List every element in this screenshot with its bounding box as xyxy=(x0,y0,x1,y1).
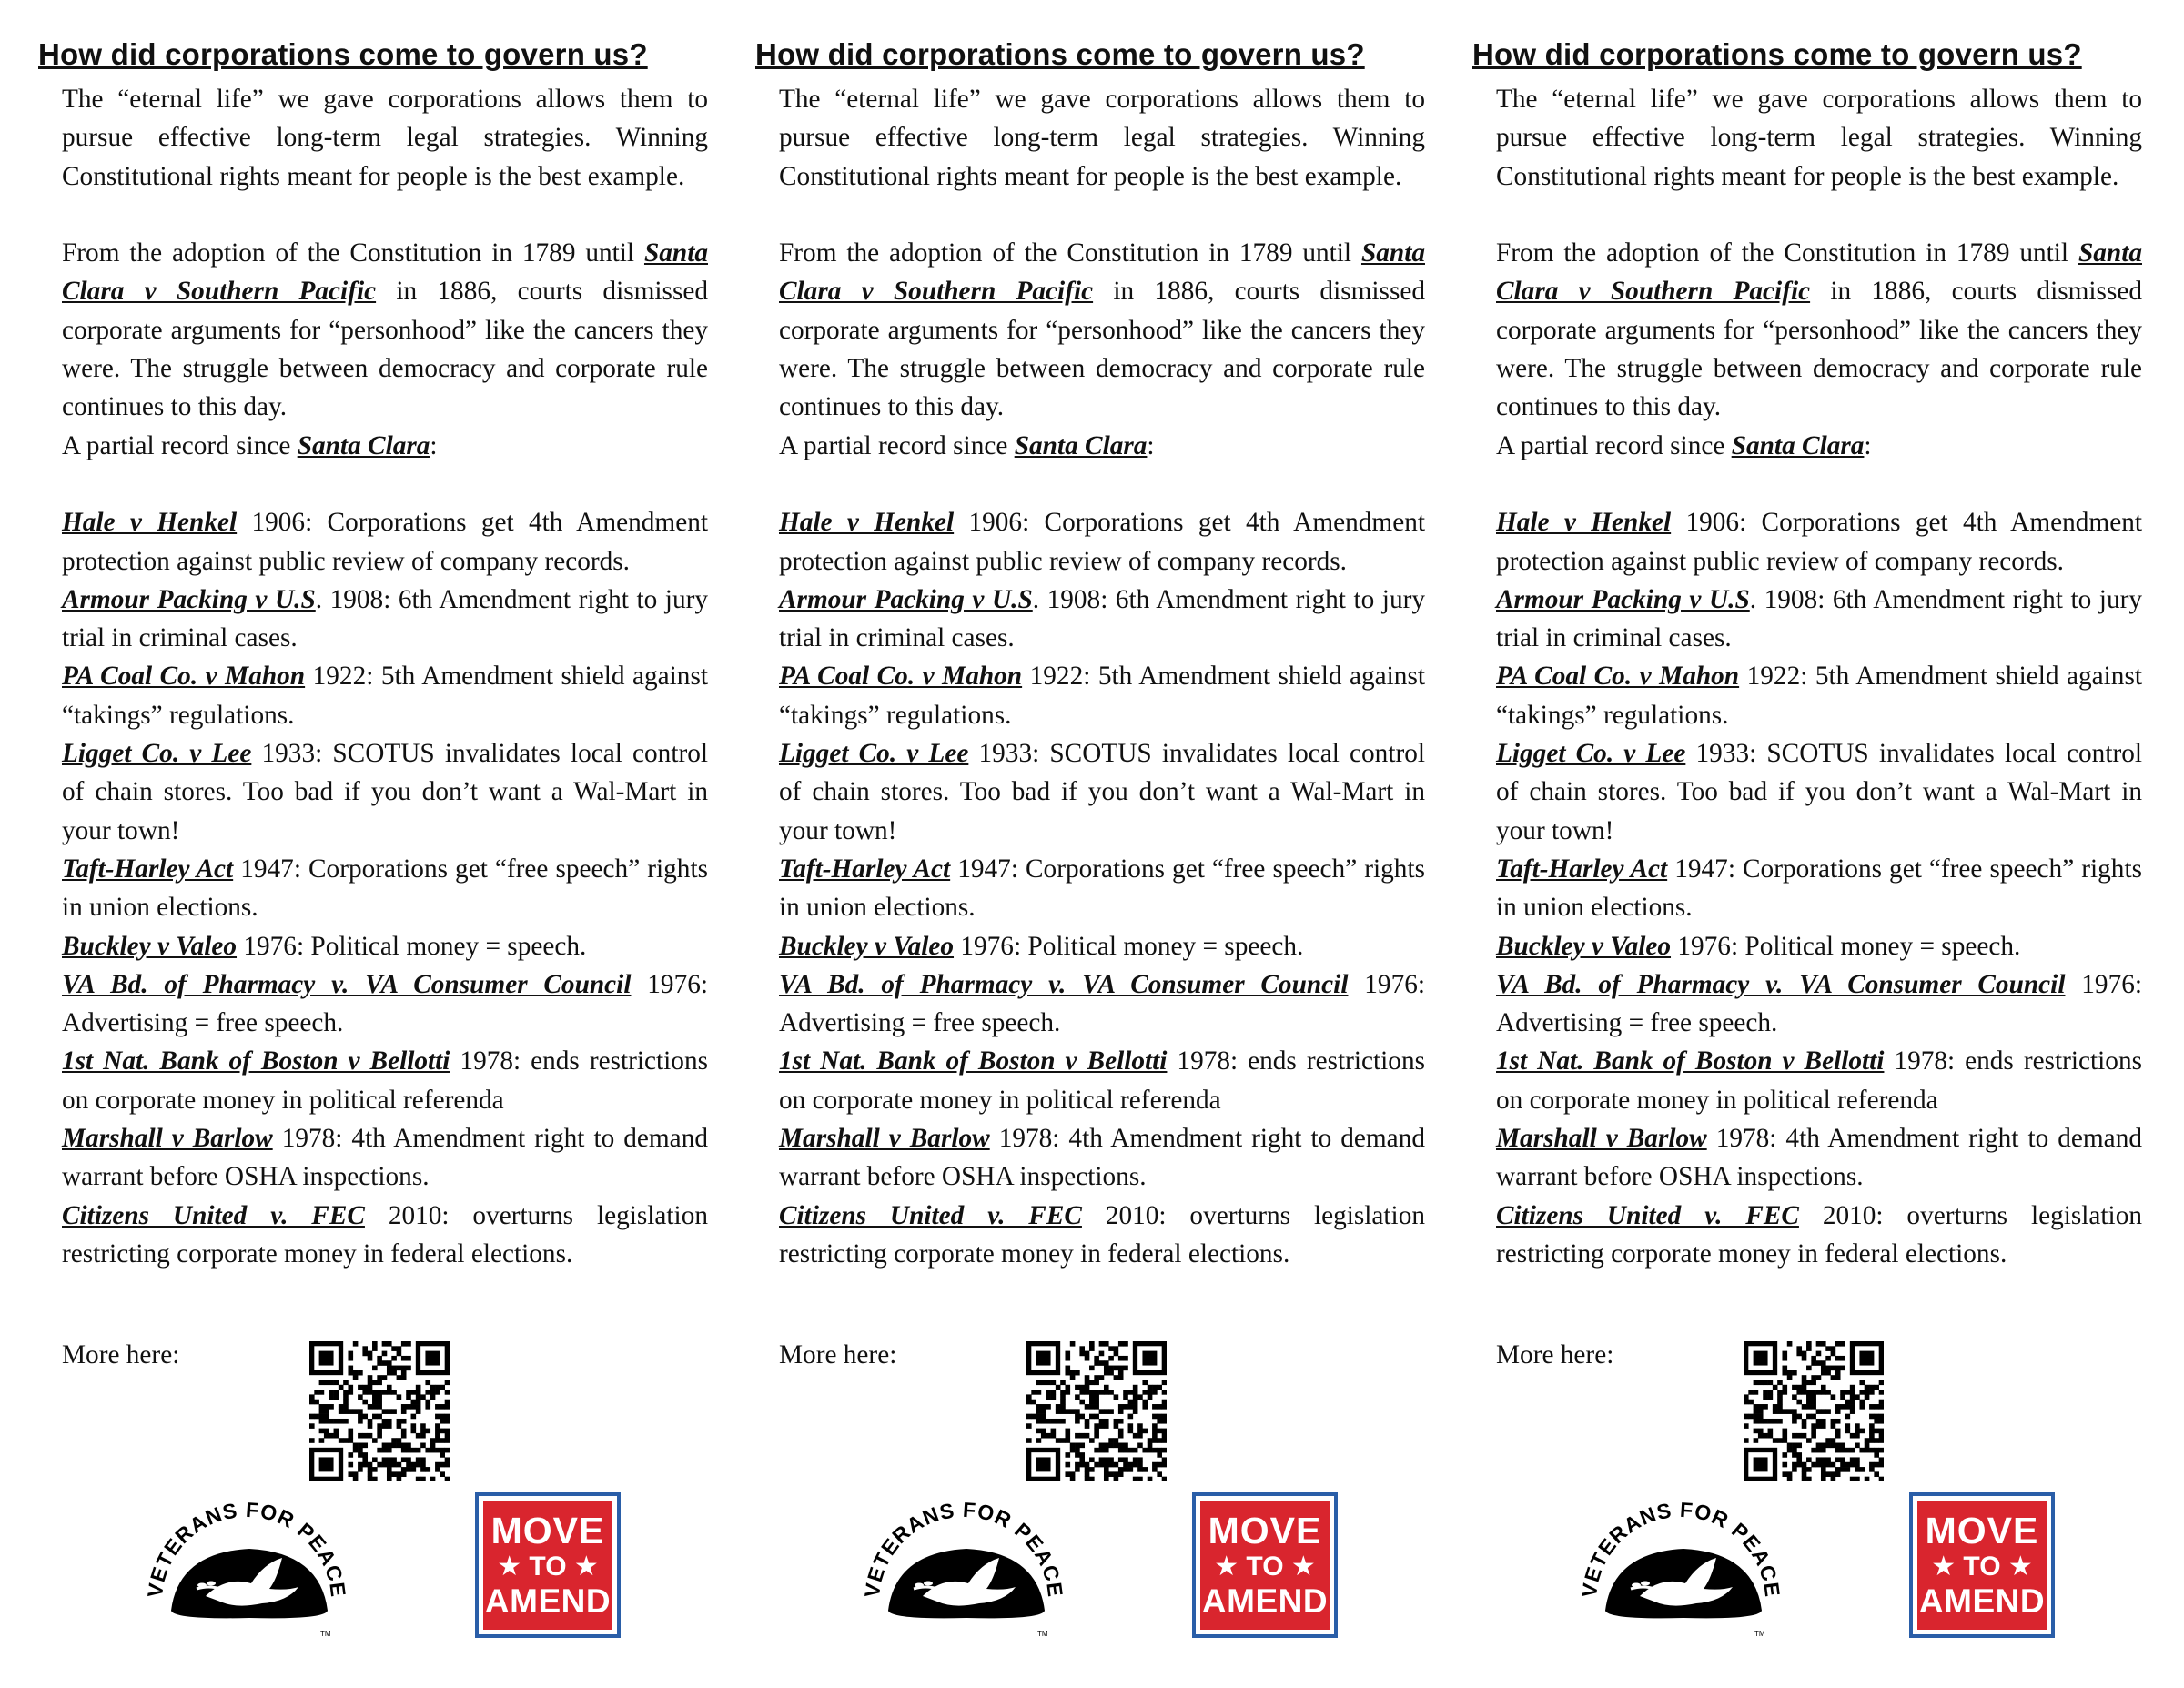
case-name: Taft-Harley Act xyxy=(1496,854,1668,884)
case-list xyxy=(62,503,708,1273)
case-name: Santa Clara v Southern Pacific xyxy=(779,238,1425,307)
flyer-body xyxy=(779,80,1425,1640)
case-name: Ligget Co. v Lee xyxy=(62,739,252,769)
case-list xyxy=(1496,503,2142,1273)
case-entry: Ligget Co. v Lee 1933: SCOTUS invalidates local control of chain stores. Too bad if you don’t want a Wal-Mart in your town! xyxy=(779,739,1425,845)
case-name: VA Bd. of Pharmacy v. VA Consumer Council xyxy=(62,969,632,999)
case-entry: Taft-Harley Act 1947: Corporations get “free speech” rights in union elections. xyxy=(1496,854,2142,923)
case-entry: Armour Packing v U.S. 1908: 6th Amendment right to jury trial in criminal cases. xyxy=(62,584,708,653)
case-entry: Hale v Henkel 1906: Corporations get 4th Amendment protection against public review of company records. xyxy=(1496,508,2142,576)
case-name: Armour Packing v U.S xyxy=(1496,584,1750,614)
case-name: Buckley v Valeo xyxy=(62,931,238,961)
qr-code-icon[interactable] xyxy=(1026,1341,1167,1481)
case-entry: Buckley v Valeo 1976: Political money = speech. xyxy=(62,931,587,961)
move-to-amend-logo: MOVE ★ TO ★ AMEND xyxy=(1909,1492,2055,1638)
case-name: VA Bd. of Pharmacy v. VA Consumer Council xyxy=(779,969,1349,999)
case-name: Citizens United v. FEC xyxy=(779,1200,1082,1230)
case-entry: PA Coal Co. v Mahon 1922: 5th Amendment shield against “takings” regulations. xyxy=(1496,662,2143,730)
case-entry: 1st Nat. Bank of Boston v Bellotti 1978: ends restrictions on corporate money in political referenda xyxy=(779,1046,1425,1115)
case-name: 1st Nat. Bank of Boston v Bellotti xyxy=(779,1046,1168,1076)
case-name: Hale v Henkel xyxy=(779,508,955,538)
case-name: Ligget Co. v Lee xyxy=(779,739,969,769)
case-name: 1st Nat. Bank of Boston v Bellotti xyxy=(1496,1046,1885,1076)
case-name: Armour Packing v U.S xyxy=(779,584,1033,614)
more-info-section xyxy=(62,1312,708,1640)
case-name: Santa Clara xyxy=(297,430,430,460)
flyer-body xyxy=(1496,80,2142,1640)
case-entry: Citizens United v. FEC 2010: overturns legislation restricting corporate money in federal elections. xyxy=(1496,1200,2142,1269)
case-list xyxy=(779,503,1425,1273)
case-entry: Armour Packing v U.S. 1908: 6th Amendment right to jury trial in criminal cases. xyxy=(779,584,1425,653)
flyer-heading: How did corporations come to govern us? xyxy=(755,37,1365,71)
case-entry: PA Coal Co. v Mahon 1922: 5th Amendment shield against “takings” regulations. xyxy=(779,662,1426,730)
more-here-label: More here: xyxy=(1496,1339,1614,1370)
veterans-for-peace-logo xyxy=(1576,1494,1785,1649)
case-name: Buckley v Valeo xyxy=(1496,931,1672,961)
case-name: PA Coal Co. v Mahon xyxy=(62,662,306,692)
flyer-heading: How did corporations come to govern us? xyxy=(38,37,648,71)
case-name: Marshall v Barlow xyxy=(62,1124,273,1154)
partial-record-line: A partial record since Santa Clara: xyxy=(62,430,438,460)
case-name: Santa Clara v Southern Pacific xyxy=(1496,238,2142,307)
case-entry: Buckley v Valeo 1976: Political money = speech. xyxy=(1496,931,2021,961)
case-entry: VA Bd. of Pharmacy v. VA Consumer Council 1976: Advertising = free speech. xyxy=(62,969,709,1038)
vfp-arc-text: VETERANS FOR PEACE xyxy=(859,1497,1068,1599)
veterans-for-peace-logo xyxy=(859,1494,1068,1649)
flyer-panel xyxy=(38,36,712,1640)
intro-paragraph: The “eternal life” we gave corporations allows them to pursue effective long-term legal strategies. Winning Constitutional rights meant for people is the best example. xyxy=(62,85,708,191)
more-here-label: More here: xyxy=(62,1339,180,1370)
move-to-amend-logo: MOVE ★ TO ★ AMEND xyxy=(1192,1492,1338,1638)
qr-code-icon[interactable] xyxy=(1744,1341,1884,1481)
case-entry: Buckley v Valeo 1976: Political money = speech. xyxy=(779,931,1304,961)
case-entry: Citizens United v. FEC 2010: overturns legislation restricting corporate money in federal elections. xyxy=(62,1200,708,1269)
case-entry: Hale v Henkel 1906: Corporations get 4th Amendment protection against public review of company records. xyxy=(779,508,1425,576)
qr-code-icon[interactable] xyxy=(309,1341,450,1481)
case-name: Hale v Henkel xyxy=(1496,508,1672,538)
case-entry: Ligget Co. v Lee 1933: SCOTUS invalidates local control of chain stores. Too bad if you don’t want a Wal-Mart in your town! xyxy=(62,739,708,845)
case-entry: Marshall v Barlow 1978: 4th Amendment right to demand warrant before OSHA inspections. xyxy=(62,1124,708,1192)
case-name: Santa Clara v Southern Pacific xyxy=(62,238,708,307)
case-name: Taft-Harley Act xyxy=(779,854,951,884)
case-entry: Ligget Co. v Lee 1933: SCOTUS invalidates local control of chain stores. Too bad if you don’t want a Wal-Mart in your town! xyxy=(1496,739,2142,845)
case-entry: 1st Nat. Bank of Boston v Bellotti 1978: ends restrictions on corporate money in political referenda xyxy=(62,1046,708,1115)
case-name: Buckley v Valeo xyxy=(779,931,955,961)
svg-text:TM: TM xyxy=(320,1629,331,1638)
intro-paragraph: The “eternal life” we gave corporations allows them to pursue effective long-term legal strategies. Winning Constitutional rights meant for people is the best example. xyxy=(1496,85,2142,191)
case-entry: PA Coal Co. v Mahon 1922: 5th Amendment shield against “takings” regulations. xyxy=(62,662,709,730)
history-paragraph: From the adoption of the Constitution in 1789 until Santa Clara v Southern Pacific in 1886, courts dismissed corporate arguments for “personhood” like the cancers they were. The struggle between democracy and corporate rule continues to this day. xyxy=(62,238,708,422)
case-name: Citizens United v. FEC xyxy=(62,1200,365,1230)
case-name: Armour Packing v U.S xyxy=(62,584,316,614)
case-name: Hale v Henkel xyxy=(62,508,238,538)
svg-text:TM: TM xyxy=(1037,1629,1048,1638)
case-name: PA Coal Co. v Mahon xyxy=(1496,662,1740,692)
more-info-section xyxy=(779,1312,1425,1640)
vfp-arc-text: VETERANS FOR PEACE xyxy=(142,1497,351,1599)
more-info-section xyxy=(1496,1312,2142,1640)
flyer-heading: How did corporations come to govern us? xyxy=(1472,37,2082,71)
case-name: Ligget Co. v Lee xyxy=(1496,739,1686,769)
case-entry: Taft-Harley Act 1947: Corporations get “free speech” rights in union elections. xyxy=(779,854,1425,923)
case-name: Marshall v Barlow xyxy=(779,1124,990,1154)
case-entry: VA Bd. of Pharmacy v. VA Consumer Council 1976: Advertising = free speech. xyxy=(779,969,1426,1038)
intro-paragraph: The “eternal life” we gave corporations allows them to pursue effective long-term legal strategies. Winning Constitutional rights meant for people is the best example. xyxy=(779,85,1425,191)
flyer-body xyxy=(62,80,708,1640)
case-name: Citizens United v. FEC xyxy=(1496,1200,1799,1230)
case-name: 1st Nat. Bank of Boston v Bellotti xyxy=(62,1046,450,1076)
case-entry: Citizens United v. FEC 2010: overturns legislation restricting corporate money in federal elections. xyxy=(779,1200,1425,1269)
flyer-panel xyxy=(1472,36,2146,1640)
partial-record-line: A partial record since Santa Clara: xyxy=(1496,430,1872,460)
svg-text:TM: TM xyxy=(1754,1629,1765,1638)
veterans-for-peace-logo xyxy=(142,1494,351,1649)
vfp-arc-text: VETERANS FOR PEACE xyxy=(1576,1497,1785,1599)
history-paragraph: From the adoption of the Constitution in 1789 until Santa Clara v Southern Pacific in 1886, courts dismissed corporate arguments for “personhood” like the cancers they were. The struggle between democracy and corporate rule continues to this day. xyxy=(779,238,1425,422)
case-name: VA Bd. of Pharmacy v. VA Consumer Council xyxy=(1496,969,2066,999)
case-entry: Marshall v Barlow 1978: 4th Amendment right to demand warrant before OSHA inspections. xyxy=(779,1124,1425,1192)
more-here-label: More here: xyxy=(779,1339,897,1370)
case-name: Taft-Harley Act xyxy=(62,854,234,884)
case-name: Santa Clara xyxy=(1731,430,1865,460)
case-entry: Hale v Henkel 1906: Corporations get 4th Amendment protection against public review of company records. xyxy=(62,508,708,576)
move-to-amend-logo: MOVE ★ TO ★ AMEND xyxy=(475,1492,621,1638)
partial-record-line: A partial record since Santa Clara: xyxy=(779,430,1155,460)
case-entry: VA Bd. of Pharmacy v. VA Consumer Council 1976: Advertising = free speech. xyxy=(1496,969,2143,1038)
flyer-panel xyxy=(755,36,1429,1640)
case-entry: Marshall v Barlow 1978: 4th Amendment right to demand warrant before OSHA inspections. xyxy=(1496,1124,2142,1192)
case-name: Santa Clara xyxy=(1014,430,1148,460)
history-paragraph: From the adoption of the Constitution in 1789 until Santa Clara v Southern Pacific in 1886, courts dismissed corporate arguments for “personhood” like the cancers they were. The struggle between democracy and corporate rule continues to this day. xyxy=(1496,238,2142,422)
case-entry: Taft-Harley Act 1947: Corporations get “free speech” rights in union elections. xyxy=(62,854,708,923)
case-name: Marshall v Barlow xyxy=(1496,1124,1707,1154)
case-name: PA Coal Co. v Mahon xyxy=(779,662,1023,692)
case-entry: Armour Packing v U.S. 1908: 6th Amendment right to jury trial in criminal cases. xyxy=(1496,584,2142,653)
case-entry: 1st Nat. Bank of Boston v Bellotti 1978: ends restrictions on corporate money in political referenda xyxy=(1496,1046,2142,1115)
